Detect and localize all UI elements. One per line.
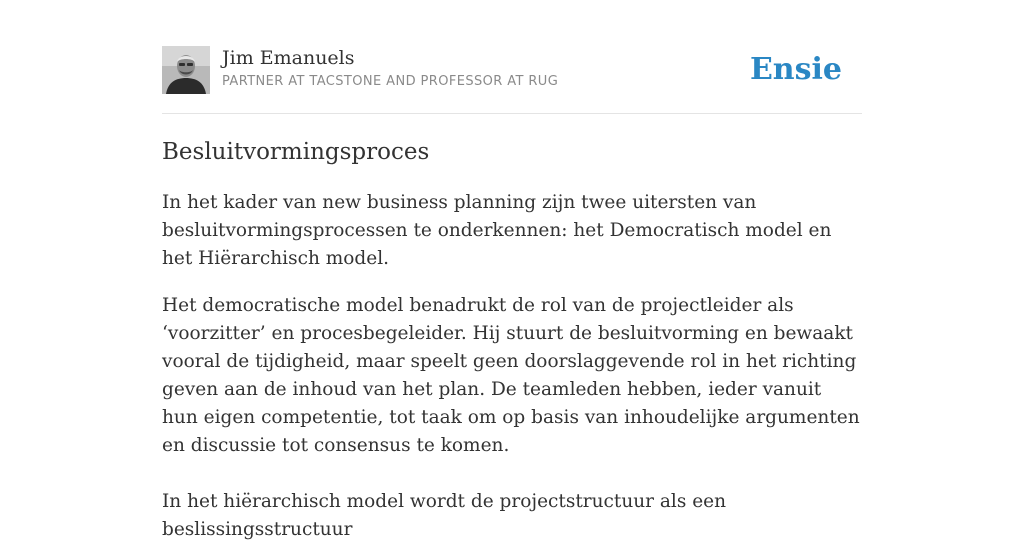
article-paragraph: In het kader van new business planning zijn twee uitersten van besluitvormingsprocessen te onderkennen: het Democratisch model en het Hiërarchisch model. [162,192,838,269]
article-title: Besluitvormingsproces [162,139,430,165]
avatar-photo-icon [162,46,210,94]
article-paragraph: Het democratische model benadrukt de rol van de projectleider als ‘voorzitter’ en procesbegeleider. Hij stuurt de besluitvorming en bewaakt vooral de tijdigheid, maar speelt geen doorslaggevende rol in het richting geven aan de inhoud van het plan. De teamleden hebben, ieder vanuit hun eigen competentie, tot taak om op basis van inhoudelijke argumenten en discussie tot consensus te komen. In het hiërarchisch model wordt de projectstructuur als een beslissingsstructuur [162,295,860,540]
author-avatar[interactable] [162,46,210,94]
author-header [162,46,862,114]
article-body [162,134,862,544]
author-name[interactable]: Jim Emanuels [222,47,355,69]
brand-logo[interactable]: Ensie [749,52,842,87]
author-role: PARTNER AT TACSTONE AND PROFESSOR AT RUG [222,74,559,89]
